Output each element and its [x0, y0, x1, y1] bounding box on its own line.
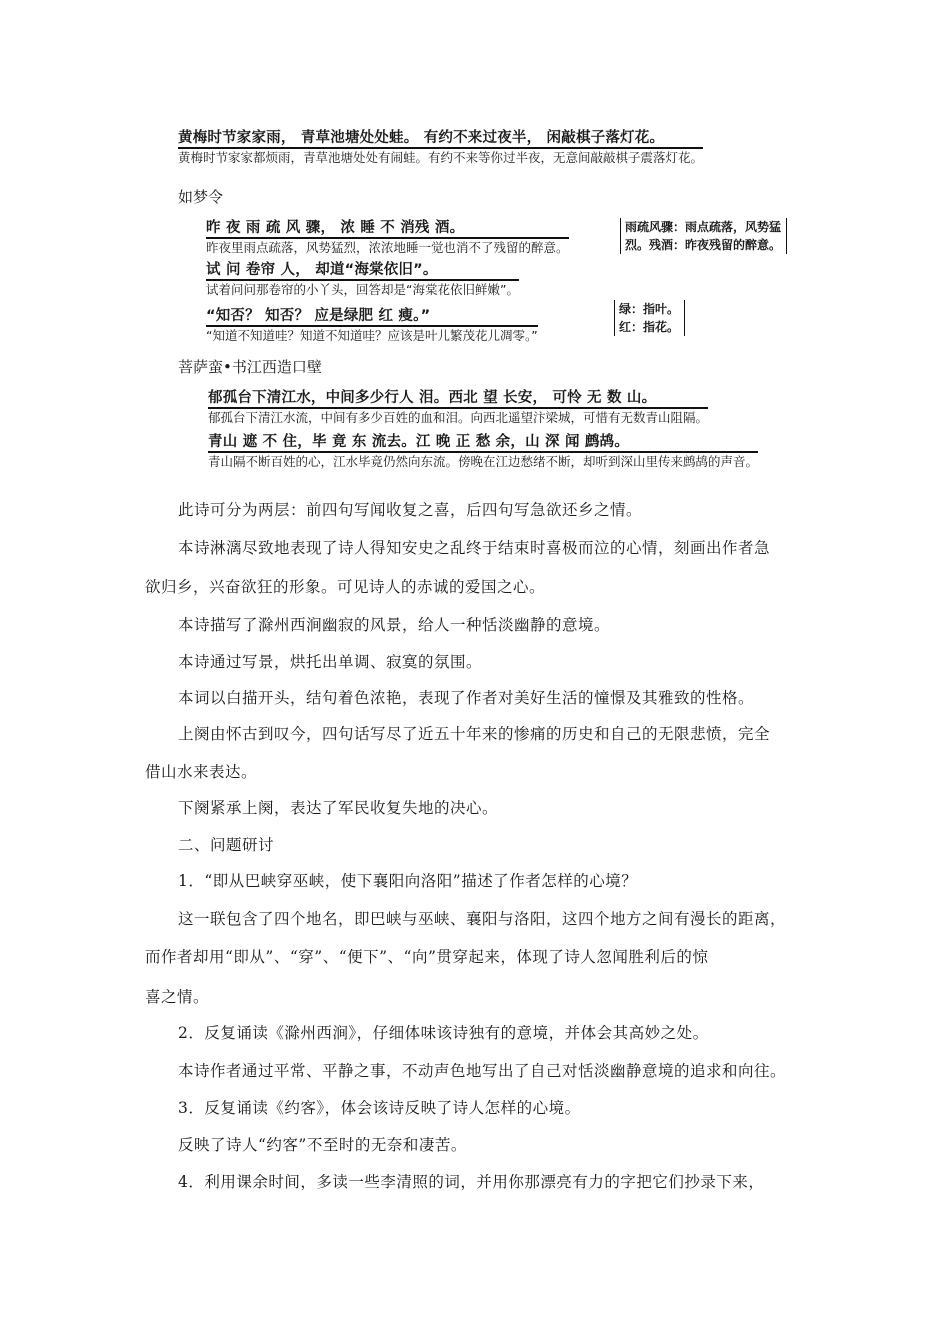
poem-title-pusaman: 菩萨蛮•书江西造口壁: [178, 358, 322, 376]
poem-original-line: 试 问 卷帘 人， 却道“海棠依旧”。: [206, 262, 438, 278]
paragraph: 上阕由怀古到叹今，四句话写尽了近五十年来的惨痛的历史和自己的无限悲愤，完全: [178, 725, 771, 743]
poem-original-line: 黄梅时节家家雨， 青草池塘处处蛙。 有约不来过夜半， 闲敲棋子落灯花。: [178, 130, 665, 146]
annotation-line: 红：指花。: [619, 320, 680, 334]
paragraph: 本诗通过写景，烘托出单调、寂寞的氛围。: [178, 653, 483, 671]
paragraph: 本诗描写了滁州西涧幽寂的风景，给人一种恬淡幽静的意境。: [178, 616, 611, 634]
question: 2．反复诵读《滁州西涧》，仔细体味该诗独有的意境，并体会其高妙之处。: [178, 1024, 709, 1042]
poem-original-line: 昨 夜 雨 疏 风 骤， 浓 睡 不 消残 酒。: [206, 220, 465, 236]
poem-translation-line: 试着问问那卷帘的小丫头，回答却是“海棠花依旧鲜嫩”。: [206, 279, 519, 298]
annotation-note: [614, 300, 679, 336]
question: 4．利用课余时间，多读一些李清照的词，并用你那漂亮有力的字把它们抄录下来，: [178, 1173, 765, 1191]
poem-title-rumengling: 如梦令: [178, 188, 224, 206]
poem-translation-line: 黄梅时节家家都烦雨，青草池塘处处有闹蛙。有约不来等你过半夜，无意间敲敲棋子震落灯花。: [178, 147, 703, 166]
paragraph: 欲归乡，兴奋欲狂的形象。可见诗人的赤诚的爱国之心。: [145, 578, 546, 596]
paragraph: 本词以白描开头，结句着色浓艳，表现了作者对美好生活的憧憬及其雅致的性格。: [178, 689, 755, 707]
poem-original-line: 青山 遮 不 住，毕 竟 东 流去。江 晚 正 愁 余，山 深 闻 鹧鸪。: [208, 434, 630, 450]
poem-translation-line: 郁孤台下清江水流，中间有多少百姓的血和泪。向西北遥望汴梁城，可惜有无数青山阻隔。: [208, 407, 708, 426]
question: 3．反复诵读《约客》，体会该诗反映了诗人怎样的心境。: [178, 1099, 581, 1117]
answer: 本诗作者通过平常、平静之事，不动声色地写出了自己对恬淡幽静意境的追求和向往。: [178, 1062, 787, 1080]
poem-original-line: 郁孤台下清江水，中间多少行人 泪。西北 望 长安， 可怜 无 数 山。: [208, 390, 657, 406]
annotation-line: 绿：指叶。: [619, 302, 680, 316]
poem-translation-line: 青山隔不断百姓的心，江水毕竟仍然向东流。傍晚在江边愁绪不断，却听到深山里传来鹧鸪的声音。: [208, 451, 758, 470]
question: 1．“即从巴峡穿巫峡，使下襄阳向洛阳”描述了作者怎样的心境？: [178, 872, 638, 890]
annotation-note: [620, 218, 781, 254]
answer: 这一联包含了四个地名，即巴峡与巫峡、襄阳与洛阳，这四个地方之间有漫长的距离，: [178, 910, 787, 928]
annotation-line: 雨疏风骤：雨点疏落，风势猛: [625, 220, 782, 234]
annotation-line: 烈。残酒：昨夜残留的醉意。: [625, 238, 782, 252]
answer: 反映了诗人“约客”不至时的无奈和凄苦。: [178, 1136, 467, 1154]
poem-yueke-block: [178, 126, 703, 166]
paragraph: 借山水来表达。: [145, 763, 258, 781]
answer: 而作者却用“即从”、“穿”、“便下”、“向”贯穿起来，体现了诗人忽闻胜利后的惊: [145, 948, 709, 966]
answer: 喜之情。: [145, 988, 210, 1006]
poem-original-line: “知否？ 知否？ 应是绿肥 红 瘦。”: [206, 308, 431, 324]
poem-pusaman-block: [208, 386, 758, 470]
paragraph: 下阕紧承上阕，表达了军民收复失地的决心。: [178, 799, 499, 817]
paragraph: 此诗可分为两层：前四句写闻收复之喜，后四句写急欲还乡之情。: [178, 501, 643, 519]
poem-rumengling-block: [206, 216, 569, 344]
poem-translation-line: “知道不知道哇？知道不知道哇？应该是叶儿繁茂花儿凋零。”: [206, 325, 538, 344]
paragraph: 本诗淋漓尽致地表现了诗人得知安史之乱终于结束时喜极而泣的心情，刻画出作者急: [178, 539, 771, 557]
poem-translation-line: 昨夜里雨点疏落，风势猛烈，浓浓地睡一觉也消不了残留的醉意。: [206, 237, 569, 256]
section-heading: 二、问题研讨: [178, 836, 275, 854]
